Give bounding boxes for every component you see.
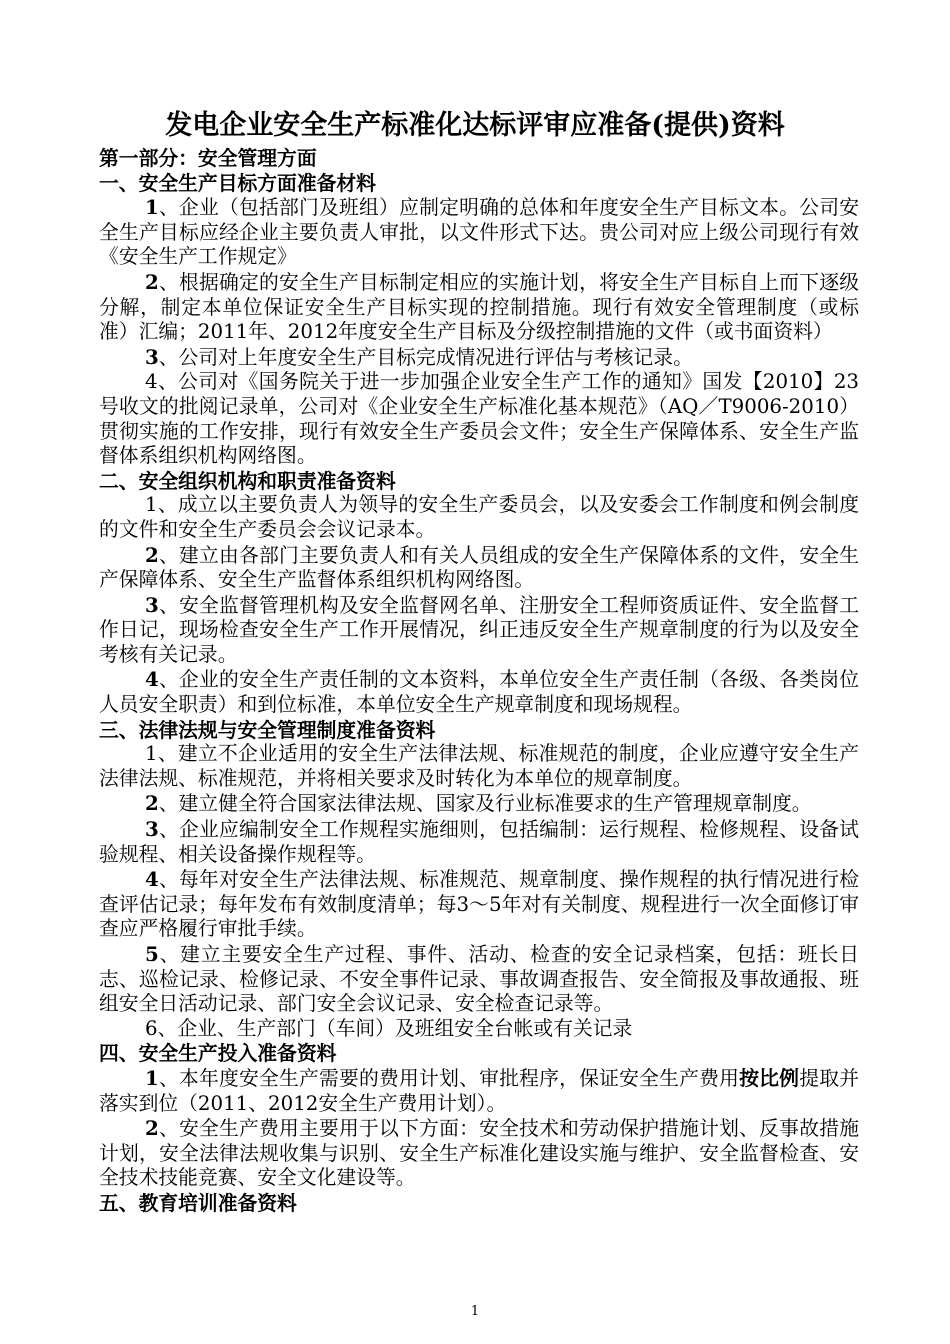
paragraph-3-2: 2、建立健全符合国家法律法规、国家及行业标准要求的生产管理规章制度。 — [145, 791, 812, 816]
item-number: 3 — [145, 817, 159, 842]
paragraph-4-1: 1、本年度安全生产需要的费用计划、审批程序，保证安全生产费用按比例提取并落实到位（2011、2012安全生产费用计划）。 — [99, 1065, 859, 1115]
item-number: 3 — [145, 592, 159, 617]
document-body — [99, 146, 859, 1216]
paragraph-3-4: 4、每年对安全生产法律法规、标准规范、规章制度、操作规程的执行情况进行检查评估记录；每年发布有效制度清单；每3～5年对有关制度、规程进行一次全面修订审查应严格履行审批手续。 — [99, 867, 859, 941]
item-number: 5 — [145, 942, 159, 966]
section-heading-2: 二、安全组织机构和职责准备资料 — [99, 468, 396, 493]
paragraph-2-3: 3、安全监督管理机构及安全监督网名单、注册安全工程师资质证件、安全监督工作日记，现场检查安全生产工作开展情况，纠正违反安全生产规章制度的行为以及安全考核有关记录。 — [99, 592, 859, 666]
paragraph-1-2: 2、根据确定的安全生产目标制定相应的实施计划，将安全生产目标自上而下逐级分解，制定本单位保证安全生产目标实现的控制措施。现行有效安全管理制度（或标准）汇编；2011年、2012年度安全生产目标及分级控制措施的文件（或书面资料） — [99, 269, 859, 344]
section-heading-5: 五、教育培训准备资料 — [99, 1190, 297, 1215]
section-heading-3: 三、法律法规与安全管理制度准备资料 — [99, 717, 436, 742]
item-number: 1 — [145, 195, 159, 220]
item-number: 4 — [145, 867, 159, 892]
paragraph-1-1: 1、企业（包括部门及班组）应制定明确的总体和年度安全生产目标文本。公司安全生产目标应经企业主要负责人审批，以文件形式下达。贵公司对应上级公司现行有效《安全生产工作规定》 — [99, 195, 859, 269]
emphasis-text: 按比例 — [739, 1065, 800, 1090]
section-heading-4: 四、安全生产投入准备资料 — [99, 1041, 337, 1066]
item-number: 1 — [145, 1065, 159, 1090]
paragraph-3-6: 6、企业、生产部门（车间）及班组安全台帐或有关记录 — [145, 1016, 633, 1040]
page-number: 1 — [470, 1304, 480, 1319]
paragraph-4-2: 2、安全生产费用主要用于以下方面：安全技术和劳动保护措施计划、反事故措施计划，安全法律法规收集与识别、安全生产标准化建设实施与维护、安全监督检查、安全技术技能竞赛、安全文化建设等。 — [99, 1116, 859, 1190]
paragraph-1-4: 4、公司对《国务院关于进一步加强企业安全生产工作的通知》国发【2010】23号收文的批阅记录单，公司对《企业安全生产标准化基本规范》（AQ／T9006-2010）贯彻实施的工作安排，现行有效安全生产委员会文件；安全生产保障体系、安全生产监督体系组织机构网络图。 — [99, 370, 859, 468]
paragraph-2-1: 1、成立以主要负责人为领导的安全生产委员会，以及安委会工作制度和例会制度的文件和安全生产委员会会议记录本。 — [99, 493, 859, 541]
item-number: 2 — [145, 1116, 159, 1141]
item-number: 3 — [145, 344, 159, 369]
paragraph-2-2: 2、建立由各部门主要负责人和有关人员组成的安全生产保障体系的文件，安全生产保障体系、安全生产监督体系组织机构网络图。 — [99, 542, 859, 592]
part-heading: 第一部分：安全管理方面 — [99, 146, 317, 170]
item-number: 4 — [145, 667, 159, 692]
document-title: 发电企业安全生产标准化达标评审应准备(提供)资料 — [165, 110, 785, 141]
item-number: 2 — [145, 269, 159, 294]
item-number: 2 — [145, 791, 159, 816]
paragraph-1-3: 3、公司对上年度安全生产目标完成情况进行评估与考核记录。 — [145, 344, 693, 369]
paragraph-3-1: 1、建立不企业适用的安全生产法律法规、标准规范的制度，企业应遵守安全生产法律法规、标准规范，并将相关要求及时转化为本单位的规章制度。 — [99, 742, 859, 790]
paragraph-3-5: 5、建立主要安全生产过程、事件、活动、检查的安全记录档案，包括：班长日志、巡检记录、检修记录、不安全事件记录、事故调查报告、安全简报及事故通报、班组安全日活动记录、部门安全会议记录、安全检查记录等。 — [99, 942, 859, 1016]
item-number: 2 — [145, 542, 159, 567]
section-heading-1: 一、安全生产目标方面准备材料 — [99, 170, 376, 195]
paragraph-2-4: 4、企业的安全生产责任制的文本资料，本单位安全生产责任制（各级、各类岗位人员安全职责）和到位标准，本单位安全生产规章制度和现场规程。 — [99, 667, 859, 717]
paragraph-3-3: 3、企业应编制安全工作规程实施细则，包括编制：运行规程、检修规程、设备试验规程、相关设备操作规程等。 — [99, 817, 859, 866]
